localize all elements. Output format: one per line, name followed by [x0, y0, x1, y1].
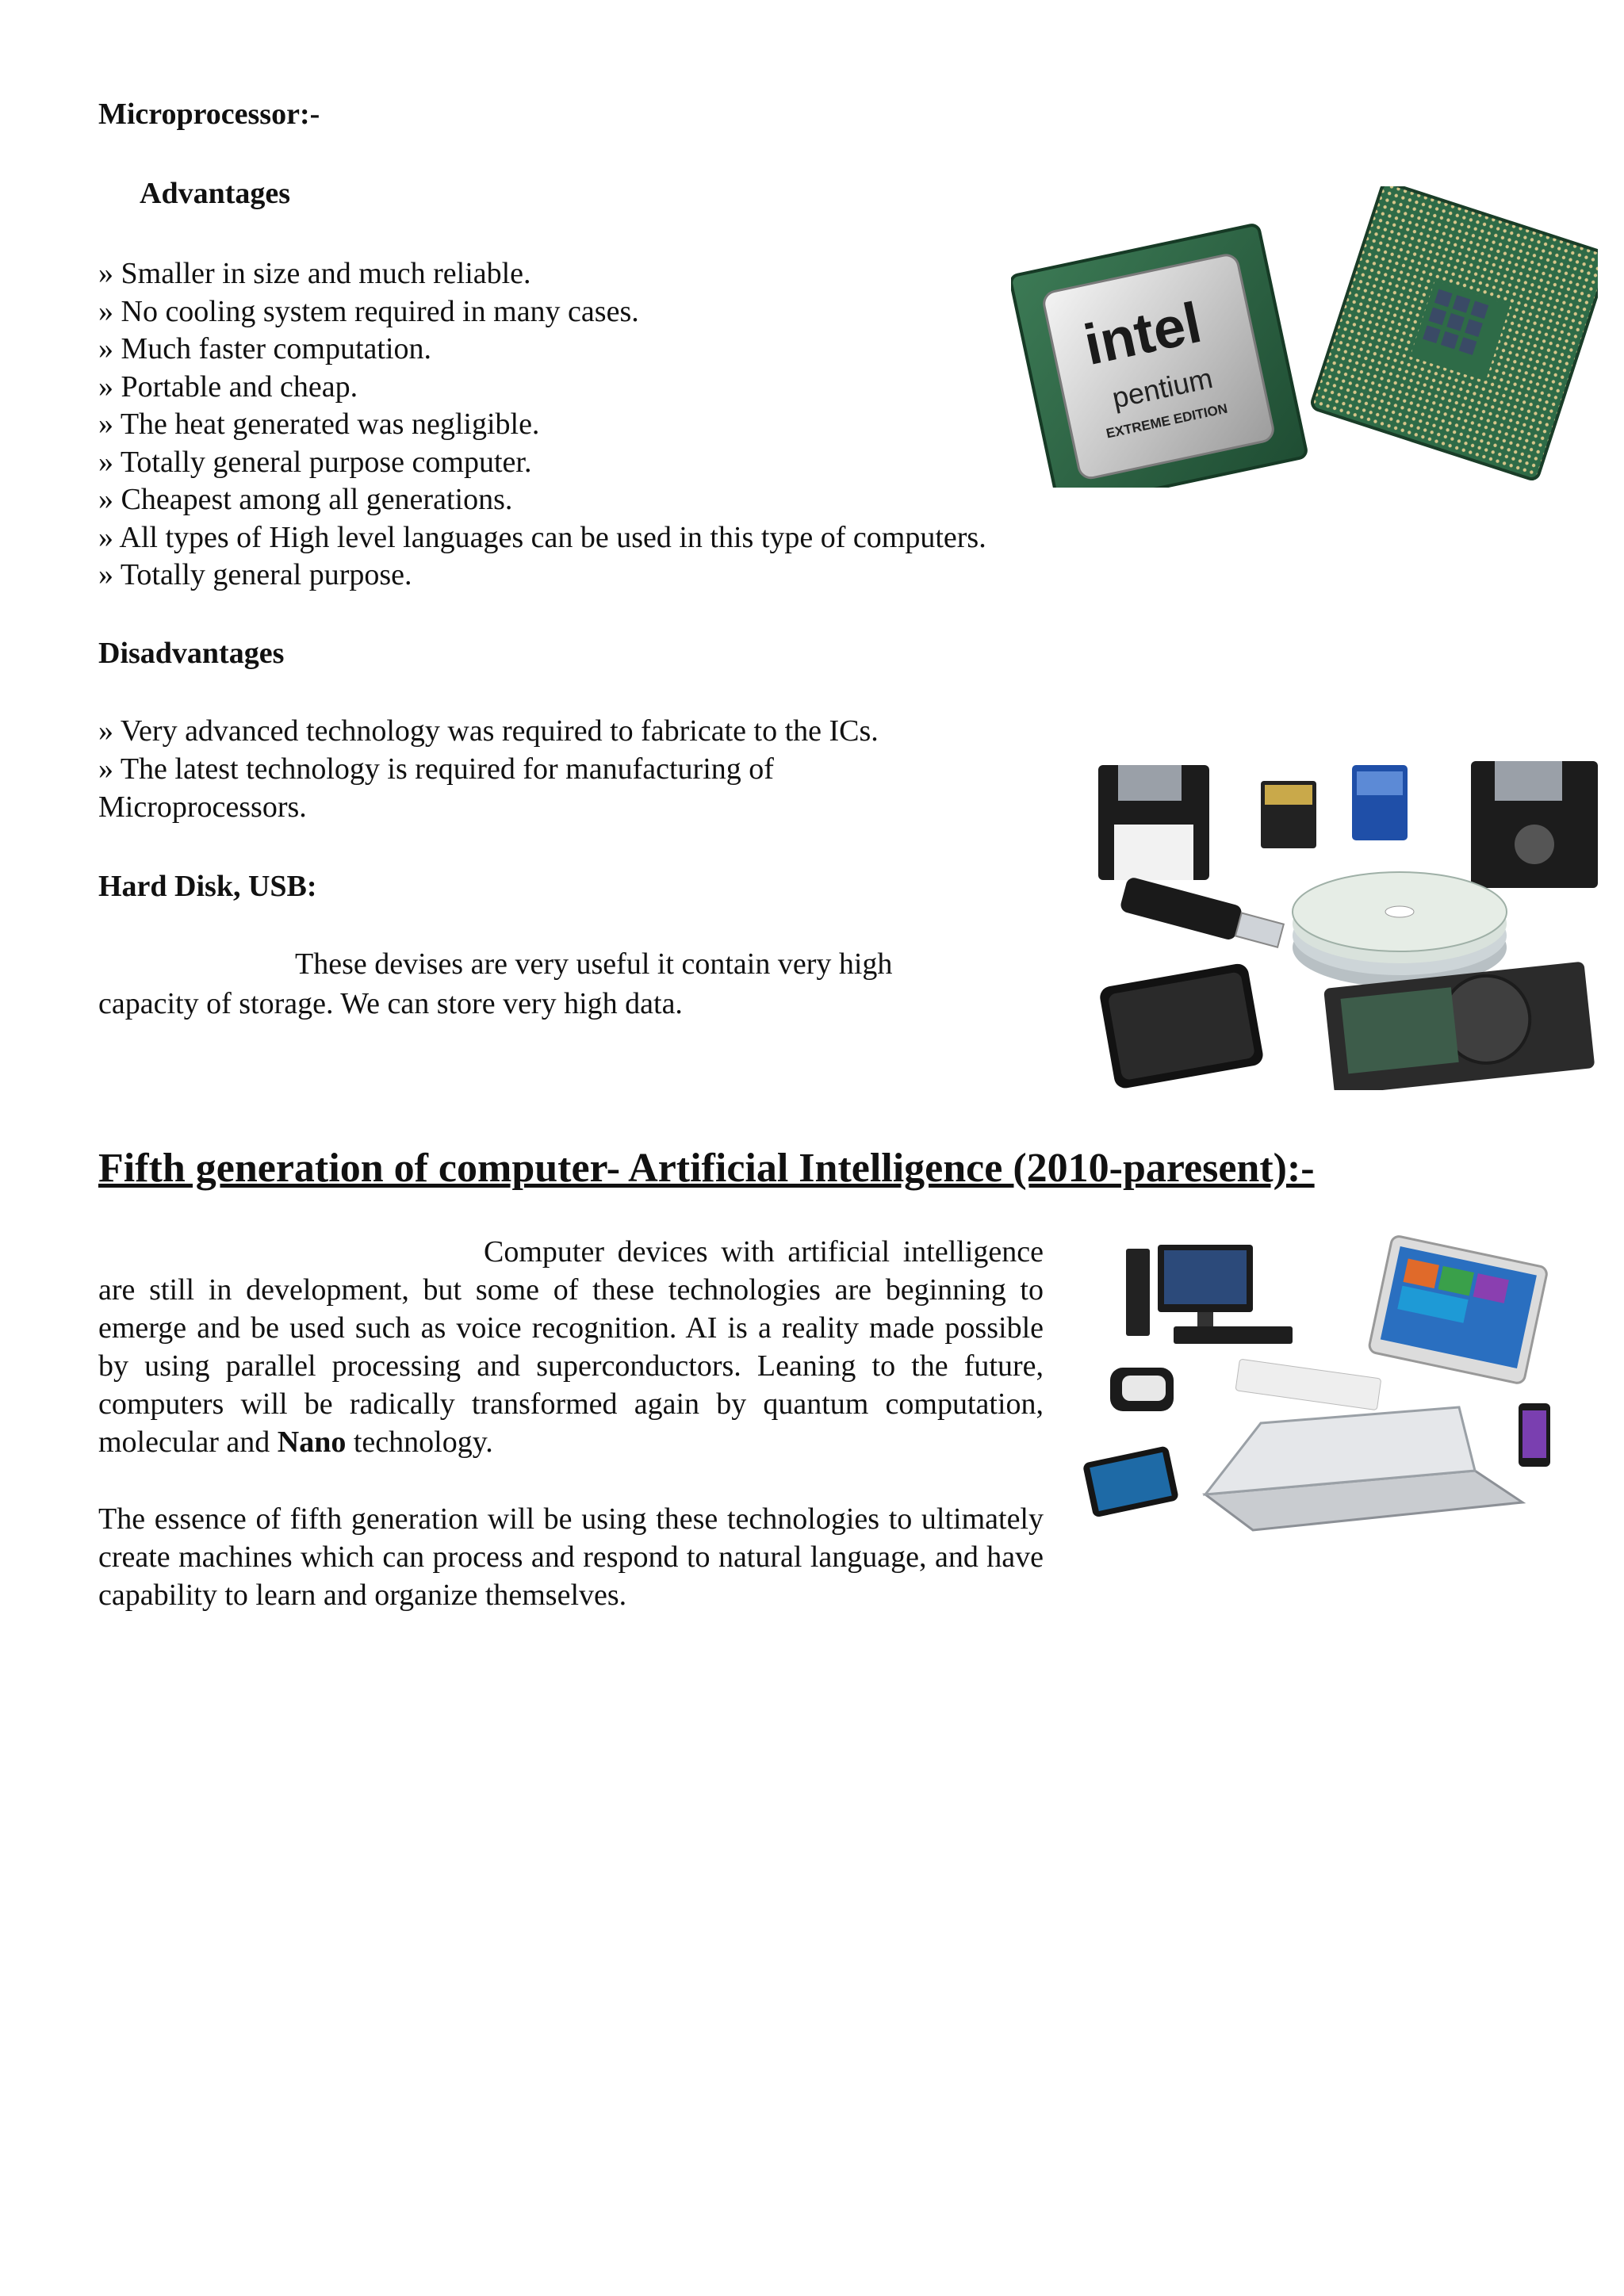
list-item: » Much faster computation.: [98, 331, 986, 369]
advantages-heading: Advantages: [140, 177, 291, 210]
storage-devices-image: [1090, 749, 1618, 1090]
disadvantages-heading: Disadvantages: [98, 637, 285, 670]
para1-text: Computer devices with artificial intelligence are still in development, but some of these technologies are beginning to emerge and be used such as voice recognition. AI is a reality made possible by using parallel processing and superconductors. Leaning to the future, computers will be radically transformed again by quantum computation, molecular and: [98, 1235, 1044, 1459]
storage-line-2: capacity of storage. We can store very high data.: [98, 987, 683, 1020]
nano-emphasis: Nano: [277, 1425, 347, 1459]
ai-devices-image: [1078, 1233, 1586, 1558]
list-item: » Smaller in size and much reliable.: [98, 255, 986, 293]
microprocessor-heading: Microprocessor:-: [98, 98, 320, 131]
list-item: » Cheapest among all generations.: [98, 481, 986, 519]
advantages-list: [98, 255, 986, 595]
fifth-generation-paragraph-1: [98, 1233, 1044, 1461]
storage-heading: Hard Disk, USB:: [98, 870, 317, 903]
cpu-chips-image: [1011, 186, 1598, 488]
disadvantage-line: » Very advanced technology was required to fabricate to the ICs.: [98, 714, 879, 748]
fifth-generation-heading: Fifth generation of computer- Artificial Intelligence (2010-paresent):-: [98, 1146, 1315, 1191]
list-item: » Totally general purpose computer.: [98, 444, 986, 482]
list-item: » All types of High level languages can be used in this type of computers.: [98, 519, 986, 557]
storage-line-1: These devises are very useful it contain very high: [295, 947, 893, 981]
para1-suffix: technology.: [346, 1425, 493, 1459]
chip-logo: intel: [1078, 290, 1207, 378]
list-item: » No cooling system required in many cases.: [98, 293, 986, 331]
list-item: » Portable and cheap.: [98, 369, 986, 407]
chip-brand: pentium: [1109, 361, 1216, 415]
chip-edition: EXTREME EDITION: [1105, 400, 1229, 442]
list-item: » Totally general purpose.: [98, 557, 986, 595]
disadvantage-line: Microprocessors.: [98, 790, 307, 824]
disadvantages-block: [98, 712, 879, 826]
fifth-generation-paragraph-2: The essence of fifth generation will be using these technologies to ultimately create machines which can process and respond to natural language, and have capability to learn and organize themselves.: [98, 1502, 1044, 1612]
disadvantage-line: » The latest technology is required for manufacturing of: [98, 752, 774, 786]
list-item: » The heat generated was negligible.: [98, 406, 986, 444]
